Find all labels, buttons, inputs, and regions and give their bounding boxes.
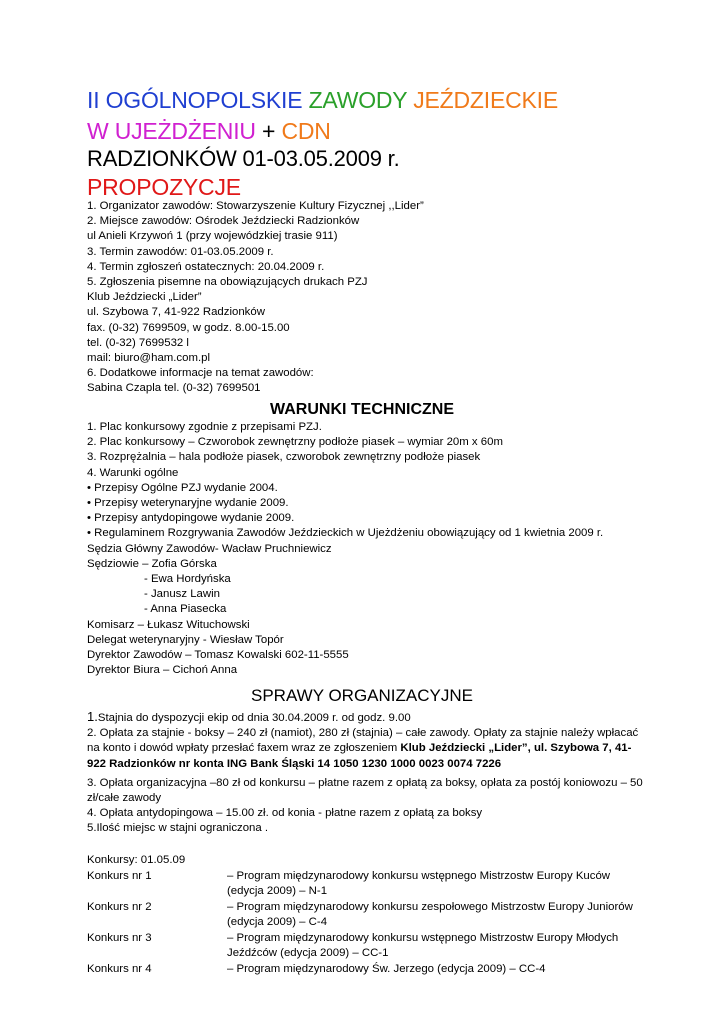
competition-row — [87, 962, 647, 977]
competition-name: Konkurs nr 1 — [87, 870, 152, 882]
title-location-date: RADZIONKÓW 01-03.05.2009 r. — [87, 146, 400, 171]
competition-desc: – Program międzynarodowy konkursu wstępnego Mistrzostw Europy Młodych Jeźdźców (edycja 2009) – CC-1 — [227, 932, 619, 960]
tech-line: 4. Warunki ogólne — [87, 466, 179, 479]
org-item-4: 4. Opłata antydopingowa – 15.00 zł. od konia - płatne razem z opłatą za boksy — [87, 807, 483, 820]
info-line: fax. (0-32) 7699509, w godz. 8.00-15.00 — [87, 321, 290, 334]
tech-line: Dyrektor Biura – Cichoń Anna — [87, 664, 238, 677]
competition-name: Konkurs nr 2 — [87, 901, 152, 913]
info-line-email: mail: biuro@ham.com.pl — [87, 352, 210, 365]
competition-name: Konkurs nr 4 — [87, 963, 152, 975]
organizational-matters — [87, 709, 647, 837]
info-line: Sabina Czapla tel. (0-32) 7699501 — [87, 382, 261, 395]
tech-line: 2. Plac konkursowy – Czworobok zewnętrzny podłoże piasek – wymiar 20m x 60m — [87, 436, 503, 449]
heading-organizational: SPRAWY ORGANIZACYJNE — [251, 686, 473, 705]
title-plus: + — [255, 118, 282, 144]
title-word-2: ZAWODY — [302, 87, 408, 113]
tech-line: 1. Plac konkursowy zgodnie z przepisami PZJ. — [87, 421, 322, 433]
competition-desc: – Program międzynarodowy konkursu wstępnego Mistrzostw Europy Kuców (edycja 2009) – N-1 — [227, 870, 611, 898]
title-line-1 — [87, 86, 558, 114]
title-propozycje: PROPOZYCJE — [87, 174, 241, 200]
title-word-1: II OGÓLNOPOLSKIE — [87, 87, 303, 113]
technical-conditions — [87, 420, 603, 678]
info-line: Klub Jeździecki „Lider” — [87, 291, 202, 304]
heading-technical: WARUNKI TECHNICZNE — [270, 401, 454, 418]
info-line: 4. Termin zgłoszeń ostatecznych: 20.04.2009 r. — [87, 260, 325, 273]
info-line: 6. Dodatkowe informacje na temat zawodów: — [87, 367, 314, 380]
general-info — [87, 199, 424, 397]
info-line: 1. Organizator zawodów: Stowarzyszenie Kultury Fizycznej ,,Lider” — [87, 200, 424, 212]
competition-desc: – Program międzynarodowy konkursu zespołowego Mistrzostw Europy Juniorów (edycja 2009) – C-4 — [227, 901, 633, 929]
judge-line: - Janusz Lawin — [144, 588, 220, 601]
org-item-3: 3. Opłata organizacyjna –80 zł od konkursu – płatne razem z opłatą za boksy, opłata za postój koniowozu – 50 zł/całe zawody — [87, 776, 643, 805]
info-line: 3. Termin zawodów: 01-03.05.2009 r. — [87, 245, 274, 258]
title-word-4: W UJEŻDŻENIU — [87, 118, 256, 144]
info-line: ul. Szybowa 7, 41-922 Radzionków — [87, 306, 265, 319]
judge-line: - Ewa Hordyńska — [144, 573, 231, 586]
competition-row — [87, 900, 647, 930]
org-item-1-number: 1. — [87, 709, 98, 724]
tech-line: 3. Rozprężalnia – hala podłoże piasek, czworobok zewnętrzny podłoże piasek — [87, 451, 481, 464]
org-item-1-text: Stajnia do dyspozycji ekip od dnia 30.04.2009 r. od godz. 9.00 — [97, 712, 411, 724]
info-line: ul Anieli Krzywoń 1 (przy wojewódzkiej trasie 911) — [87, 230, 338, 243]
tech-line: • Przepisy Ogólne PZJ wydanie 2004. — [87, 481, 278, 494]
tech-line: Sędziowie – Zofia Górska — [87, 557, 217, 570]
title-word-3: JEŹDZIECKIE — [407, 87, 558, 113]
competition-row — [87, 869, 647, 899]
tech-line: Komisarz – Łukasz Wituchowski — [87, 618, 250, 631]
org-item-1 — [87, 709, 647, 726]
judge-line: - Anna Piasecka — [144, 603, 227, 616]
info-line: 5. Zgłoszenia pisemne na obowiązujących drukach PZJ — [87, 276, 368, 289]
org-item-2 — [87, 726, 647, 772]
title-word-5: CDN — [281, 118, 331, 144]
tech-line: Delegat weterynaryjny - Wiesław Topór — [87, 633, 284, 646]
org-item-5: 5.Ilość miejsc w stajni ograniczona . — [87, 822, 269, 835]
competition-desc: – Program międzynarodowy Św. Jerzego (edycja 2009) – CC-4 — [227, 963, 546, 975]
tech-line: • Przepisy weterynaryjne wydanie 2009. — [87, 497, 289, 510]
org-item-2-text: 2. Opłata za stajnie - boksy – 240 zł (namiot), 280 zł (stajnia) – całe zawody. Opłaty za stajnie należy wpłacać na konto i dowód wpłaty przesłać faxem wraz ze zgłoszeniem — [87, 727, 639, 755]
tech-line: • Przepisy antydopingowe wydanie 2009. — [87, 512, 295, 525]
title-line-2 — [87, 117, 331, 145]
tech-line: Sędzia Główny Zawodów- Wacław Pruchniewicz — [87, 542, 332, 555]
info-line: tel. (0-32) 7699532 l — [87, 336, 189, 349]
competition-row — [87, 931, 647, 961]
tech-line: • Regulaminem Rozgrywania Zawodów Jeździeckich w Ujeżdżeniu obowiązujący od 1 kwietnia 2009 r. — [87, 527, 604, 540]
tech-line: Dyrektor Zawodów – Tomasz Kowalski 602-11-5555 — [87, 649, 349, 662]
org-item-2-account: Klub Jeździecki „Lider”, ul. Szybowa 7, 41-922 Radzionków nr konta ING Bank Śląski 14 1050 1230 1000 0023 0074 7226 — [87, 742, 632, 770]
competition-name: Konkurs nr 3 — [87, 932, 152, 944]
competitions-date: Konkursy: 01.05.09 — [87, 854, 186, 866]
info-line: 2. Miejsce zawodów: Ośrodek Jeździecki Radzionków — [87, 215, 360, 228]
